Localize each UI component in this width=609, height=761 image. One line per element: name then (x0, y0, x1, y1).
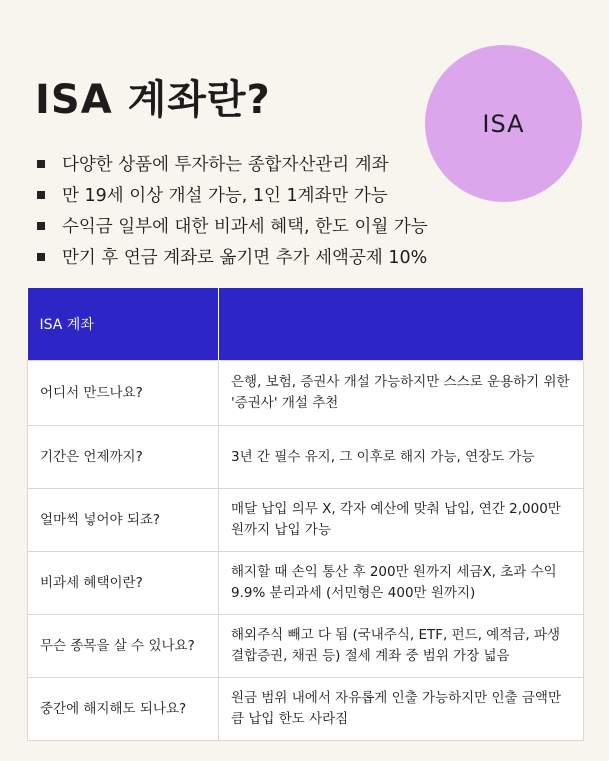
answer-cell: 해지할 때 손익 통산 후 200만 원까지 세금X, 초과 수익 9.9% 분리과세 (서민형은 400만 원까지) (219, 552, 584, 615)
bullet-text: 수익금 일부에 대한 비과세 혜택, 한도 이월 가능 (62, 217, 428, 237)
question-cell: 비과세 혜택이란? (28, 552, 219, 615)
table-row (28, 552, 584, 615)
table-row (28, 615, 584, 678)
bullet-square-icon (37, 253, 45, 261)
bullet-square-icon (37, 160, 45, 168)
answer-cell: 해외주식 빼고 다 됨 (국내주식, ETF, 펀드, 예적금, 파생결합증권, 채권 등) 절세 계좌 중 범위 가장 넓음 (219, 615, 584, 678)
table-header-cell: ISA 계좌 (28, 288, 219, 361)
bullet-text: 다양한 상품에 투자하는 종합자산관리 계좌 (62, 155, 389, 175)
question-cell: 중간에 해지해도 되나요? (28, 678, 219, 741)
question-cell: 얼마씩 넣어야 되죠? (28, 489, 219, 552)
question-cell: 기간은 언제까지? (28, 426, 219, 489)
bullet-text: 만기 후 연금 계좌로 옮기면 추가 세액공제 10% (62, 248, 428, 268)
isa-circle-badge (425, 45, 582, 202)
bullet-text: 만 19세 이상 개설 가능, 1인 1계좌만 가능 (62, 186, 388, 206)
table-row (28, 489, 584, 552)
bullet-list (37, 148, 428, 272)
bullet-square-icon (37, 222, 45, 230)
table-row (28, 678, 584, 741)
bullet-item (37, 241, 428, 272)
bullet-square-icon (37, 191, 45, 199)
bullet-item (37, 179, 428, 210)
bullet-item (37, 210, 428, 241)
table-row (28, 361, 584, 426)
isa-info-table (27, 288, 584, 741)
answer-cell: 원금 범위 내에서 자유롭게 인출 가능하지만 인출 금액만큼 납입 한도 사라짐 (219, 678, 584, 741)
question-cell: 어디서 만드나요? (28, 361, 219, 426)
badge-label: ISA (482, 109, 525, 138)
table-header-cell (219, 288, 584, 361)
answer-cell: 은행, 보험, 증권사 개설 가능하지만 스스로 운용하기 위한 '증권사' 개설 추천 (219, 361, 584, 426)
table-header-row (28, 288, 584, 361)
answer-cell: 3년 간 필수 유지, 그 이후로 해지 가능, 연장도 가능 (219, 426, 584, 489)
answer-cell: 매달 납입 의무 X, 각자 예산에 맞춰 납입, 연간 2,000만 원까지 납입 가능 (219, 489, 584, 552)
bullet-item (37, 148, 428, 179)
question-cell: 무슨 종목을 살 수 있나요? (28, 615, 219, 678)
table-row (28, 426, 584, 489)
page-title: ISA 계좌란? (35, 77, 271, 123)
